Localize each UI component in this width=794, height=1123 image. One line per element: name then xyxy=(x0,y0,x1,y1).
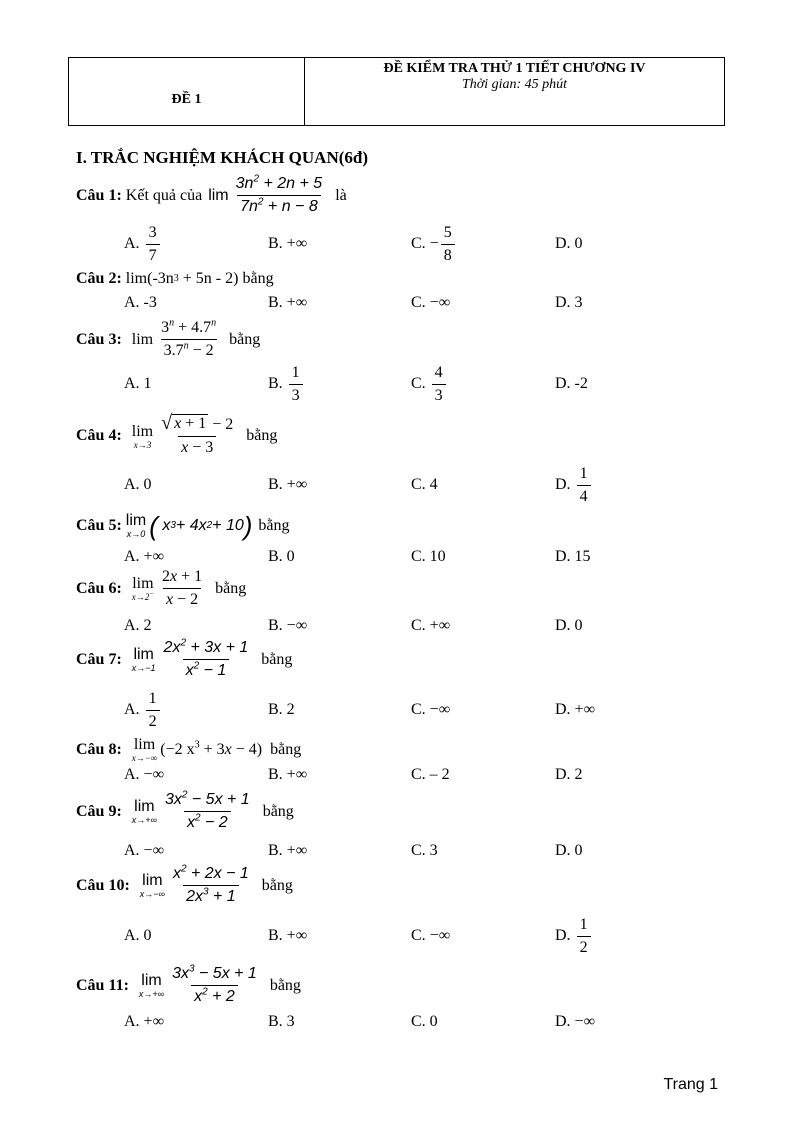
question-suffix: bằng xyxy=(269,976,301,994)
math-expression: lim x→+∞ $\frac{3x^2 - 5x + 1}{x^2 - 2}$ xyxy=(131,789,250,831)
answer-c[interactable]: C. −∞ xyxy=(411,294,451,311)
answer-a[interactable]: A. $\frac{3}{7}$ xyxy=(124,222,162,266)
math-expression: lim x→−∞ (−2 $x^3 + 3x - 4$) xyxy=(131,736,263,763)
answer-d[interactable]: D. $\frac{1}{4}$ xyxy=(555,463,593,507)
answer-a[interactable]: A. −∞ xyxy=(124,842,164,859)
answer-row-11 xyxy=(124,1011,684,1033)
question-suffix: bằng xyxy=(270,740,302,758)
answer-d[interactable]: D. 2 xyxy=(555,766,583,783)
math-expression: lim x→+∞ $\frac{3x^3 - 5x + 1}{x^2 + 2}$ xyxy=(138,963,257,1005)
answer-d[interactable]: D. 15 xyxy=(555,548,591,565)
question-suffix: bằng xyxy=(246,427,278,444)
answer-c[interactable]: C. 10 xyxy=(411,548,446,565)
question-10: Câu 10 : lim x→−∞ $\frac{x^2 + 2x - 1}{2x^3 + 1}$ bằng xyxy=(76,863,293,905)
answer-row-8 xyxy=(124,764,684,786)
page-number: Trang 1 xyxy=(663,1076,718,1093)
answer-b[interactable]: B. +∞ xyxy=(268,927,308,944)
math-expression: lim x→0 ( x 3 + 4 x 2 + 10 ) xyxy=(125,510,253,541)
question-label: Câu 2 xyxy=(76,270,117,287)
answer-row-1 xyxy=(124,222,684,266)
math-expression: lim x→−1 $\frac{2x^2 + 3x + 1}{x^2 - 1}$ xyxy=(131,637,249,679)
answer-row-3 xyxy=(124,362,684,406)
question-label: Câu 8 xyxy=(76,740,117,758)
answer-c[interactable]: C. +∞ xyxy=(411,617,451,634)
answer-b[interactable]: B. 0 xyxy=(268,548,295,565)
question-text-rest: + 5n - 2) bằng xyxy=(178,270,274,287)
answer-a[interactable]: A. +∞ xyxy=(124,548,164,565)
math-expression: lim x→3 √ x + 1 − 2 x − 3 xyxy=(131,412,234,456)
answer-d[interactable]: D. $\frac{1}{2}$ xyxy=(555,914,593,958)
answer-d[interactable]: D. 3 xyxy=(555,294,583,311)
exam-title: ĐỀ KIỂM TRA THỬ 1 TIẾT CHƯƠNG IV xyxy=(383,61,646,76)
question-11: Câu 11 : lim x→+∞ $\frac{3x^3 - 5x + 1}{x^2 + 2}$ bằng xyxy=(76,963,301,1005)
answer-a[interactable]: A. 0 xyxy=(124,927,152,944)
question-label: Câu 10 xyxy=(76,876,125,894)
answer-row-2 xyxy=(124,292,684,314)
question-suffix: bằng xyxy=(261,650,293,668)
answer-row-5 xyxy=(124,546,684,568)
answer-d[interactable]: D. -2 xyxy=(555,375,588,392)
question-suffix: là xyxy=(335,186,347,204)
answer-a[interactable]: A. −∞ xyxy=(124,766,164,783)
answer-c[interactable]: C. 3 xyxy=(411,842,438,859)
answer-b[interactable]: B. 3 xyxy=(268,1013,295,1030)
answer-a[interactable]: A. 0 xyxy=(124,476,152,493)
question-4: Câu 4 : lim x→3 √ x + 1 − 2 x − 3 bằng xyxy=(76,412,278,456)
answer-b[interactable]: B. 2 xyxy=(268,701,295,718)
answer-a[interactable]: A. 2 xyxy=(124,617,152,634)
exam-header-table xyxy=(68,57,725,126)
question-7: Câu 7 : lim x→−1 $\frac{2x^2 + 3x + 1}{x^2 - 1}$ bằng xyxy=(76,637,293,679)
section-title: I. TRẮC NGHIỆM KHÁCH QUAN(6đ) xyxy=(76,148,369,167)
question-label: Câu 9 xyxy=(76,802,117,820)
answer-d[interactable]: D. +∞ xyxy=(555,701,595,718)
math-expression: lim x→2− $\frac{2x + 1}{x - 2}$ xyxy=(131,568,203,608)
question-label: Câu 11 xyxy=(76,976,124,994)
question-2: Câu 2 : lim(-3n 3 + 5n - 2) bằng xyxy=(76,270,274,287)
answer-a[interactable]: A. +∞ xyxy=(124,1013,164,1030)
question-label: Câu 7 xyxy=(76,650,117,668)
question-suffix: bằng xyxy=(262,802,294,820)
exam-time: Thời gian: 45 phút xyxy=(461,77,568,92)
question-label: Câu 6 xyxy=(76,579,117,597)
question-label: Câu 3 xyxy=(76,330,117,348)
question-suffix: bằng xyxy=(258,516,290,534)
answer-row-6 xyxy=(124,615,684,637)
answer-c[interactable]: C. 0 xyxy=(411,1013,438,1030)
question-label: Câu 1 xyxy=(76,186,117,204)
answer-row-7 xyxy=(124,688,684,732)
answer-b[interactable]: B. $\frac{1}{3}$ xyxy=(268,362,305,406)
answer-b[interactable]: B. −∞ xyxy=(268,617,308,634)
answer-d[interactable]: D. 0 xyxy=(555,617,583,634)
answer-c[interactable]: C. $\frac{4}{3}$ xyxy=(411,362,448,406)
question-6: Câu 6 : lim x→2− $\frac{2x + 1}{x - 2}$ bằng xyxy=(76,568,247,608)
question-9: Câu 9 : lim x→+∞ $\frac{3x^2 - 5x + 1}{x^2 - 2}$ bằng xyxy=(76,789,294,831)
answer-d[interactable]: D. 0 xyxy=(555,842,583,859)
answer-c[interactable]: C. − $\frac{5}{8}$ xyxy=(411,222,457,266)
answer-row-10 xyxy=(124,914,684,958)
answer-d[interactable]: D. 0 xyxy=(555,235,583,252)
answer-b[interactable]: B. +∞ xyxy=(268,476,308,493)
answer-row-4 xyxy=(124,463,684,507)
answer-d[interactable]: D. −∞ xyxy=(555,1013,595,1030)
question-label: Câu 4 xyxy=(76,427,117,444)
header-right-cell xyxy=(305,58,724,125)
answer-a[interactable]: A. -3 xyxy=(124,294,157,311)
question-suffix: bằng xyxy=(215,579,247,597)
answer-c[interactable]: C. – 2 xyxy=(411,766,450,783)
math-expression: lim $\frac{3n^2 + 2n + 5}{7n^2 + n - 8}$ xyxy=(208,173,323,215)
exam-code: ĐỀ 1 xyxy=(171,92,202,107)
answer-b[interactable]: B. +∞ xyxy=(268,235,308,252)
answer-c[interactable]: C. −∞ xyxy=(411,927,451,944)
question-5: Câu 5 : lim x→0 ( x 3 + 4 x 2 + 10 ) bằng xyxy=(76,510,290,541)
question-intro: Kết quả của xyxy=(125,186,203,204)
question-suffix: bằng xyxy=(261,876,293,894)
answer-a[interactable]: A. 1 xyxy=(124,375,152,392)
answer-b[interactable]: B. +∞ xyxy=(268,294,308,311)
question-suffix: bằng xyxy=(229,330,261,348)
question-8: Câu 8 : lim x→−∞ (−2 $x^3 + 3x - 4$) bằng xyxy=(76,736,302,763)
question-label: Câu 5 xyxy=(76,516,117,534)
answer-b[interactable]: B. +∞ xyxy=(268,766,308,783)
answer-c[interactable]: C. −∞ xyxy=(411,701,451,718)
header-left-cell xyxy=(69,58,305,125)
answer-a[interactable]: A. $\frac{1}{2}$ xyxy=(124,688,162,732)
question-3: Câu 3 : lim $\frac{3^n + 4.7^n}{3.7^n - 2}$ bằng xyxy=(76,317,261,359)
math-expression: lim x→−∞ $\frac{x^2 + 2x - 1}{2x^3 + 1}$ xyxy=(139,863,249,905)
question-text: lim(-3n xyxy=(125,270,174,287)
math-expression: lim $\frac{3^n + 4.7^n}{3.7^n - 2}$ xyxy=(131,317,217,359)
answer-b[interactable]: B. +∞ xyxy=(268,842,308,859)
answer-row-9 xyxy=(124,840,684,862)
answer-c[interactable]: C. 4 xyxy=(411,476,438,493)
question-1: Câu 1 : Kết quả của lim $\frac{3n^2 + 2n + 5}{7n^2 + n - 8}$ là xyxy=(76,173,347,215)
